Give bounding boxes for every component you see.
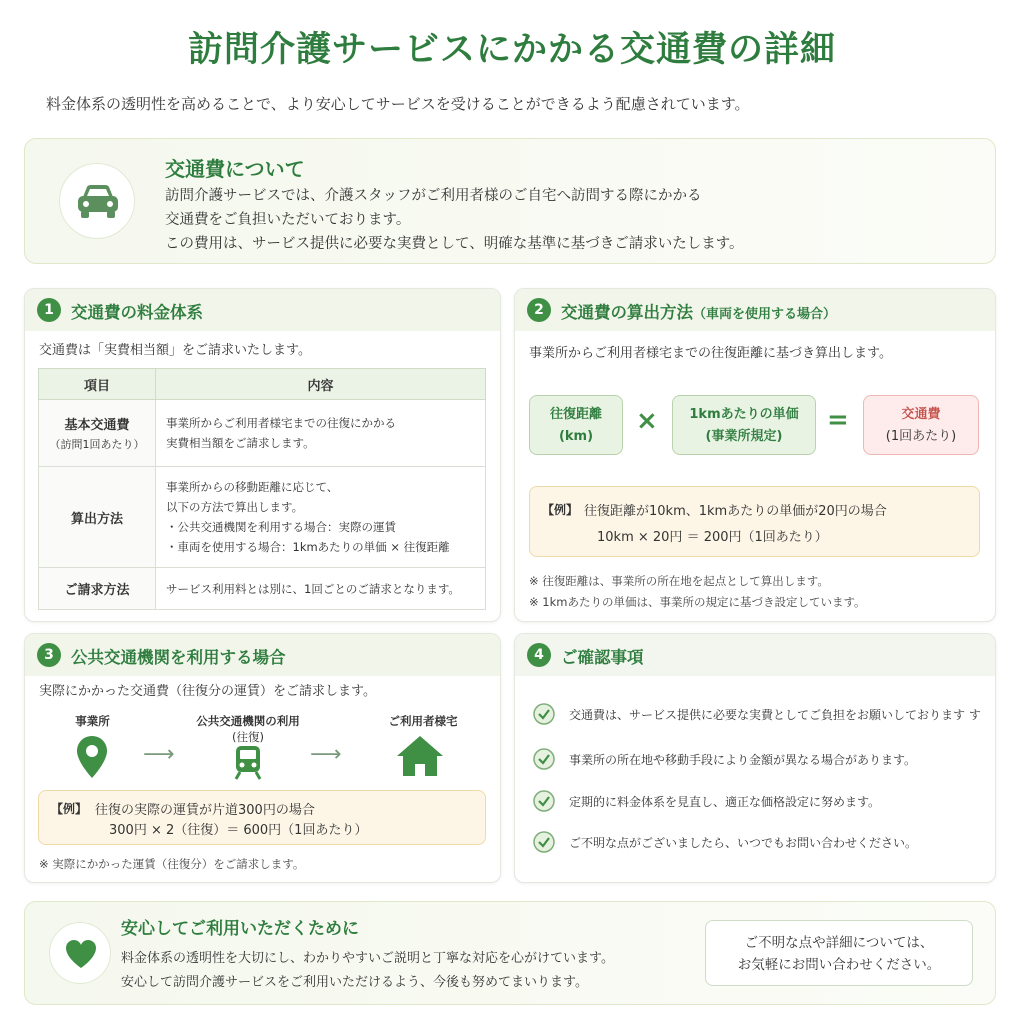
table-value [156, 400, 486, 467]
note-line: ※ 実際にかかった運賃（往復分）をご請求します。 [39, 857, 305, 871]
section-title-text: 交通費の算出方法 [561, 303, 693, 322]
table-key-label: 基本交通費 [64, 418, 130, 433]
confirm-item: 定期的に料金体系を見直し、適正な価格設定に努めます。 [569, 795, 881, 809]
equals-sign: = [827, 405, 849, 435]
example-line: 往復の実際の運賃が片道300円の場合 [95, 803, 315, 818]
intro-panel [24, 138, 996, 264]
section-fee-structure [24, 288, 501, 622]
example-box [529, 486, 980, 557]
section-lead: 事業所からご利用者様宅までの往復距離に基づき算出します。 [529, 346, 892, 361]
formula-unit-price-box [672, 395, 816, 455]
section-number: 3 [37, 643, 61, 667]
section-title-note: （車両を使用する場合） [693, 307, 837, 322]
flow-sub: (往復) [232, 730, 264, 744]
contact-line: ご不明な点や詳細については、 [744, 935, 934, 951]
section-calculation [514, 288, 996, 622]
note-line: ※ 1kmあたりの単価は、事業所の規定に基づき設定しています。 [529, 595, 866, 609]
check-circle-icon [533, 703, 555, 725]
formula-result-box [863, 395, 979, 455]
table-row [39, 400, 486, 467]
table-value [156, 568, 486, 610]
page-title: 訪問介護サービスにかかる交通費の詳細 [187, 30, 836, 70]
example-box [38, 790, 486, 845]
train-icon [233, 744, 263, 780]
section-header [515, 289, 995, 331]
contact-line: お気軽にお問い合わせください。 [737, 957, 941, 973]
contact-box [705, 920, 973, 986]
fee-table [38, 368, 486, 610]
closing-panel [24, 901, 996, 1005]
table-value [156, 467, 486, 568]
table-value-line: 以下の方法で算出します。 [166, 500, 304, 514]
section-title: 公共交通機関を利用する場合 [71, 648, 286, 667]
house-icon [395, 734, 445, 778]
arrow-right-icon: ⟶ [143, 742, 175, 767]
map-pin-icon [75, 734, 109, 780]
formula-sub: (km) [558, 429, 594, 444]
table-value-line: 事業所からの移動距離に応じて、 [166, 480, 339, 494]
example-tag: 【例】 [542, 503, 579, 517]
formula-sub: (事業所規定) [705, 429, 783, 444]
check-circle-icon [533, 831, 555, 853]
check-circle-icon [533, 748, 555, 770]
table-key [39, 568, 156, 610]
confirm-item: 交通費は、サービス提供に必要な実費としてご負担をお願いしております す [569, 708, 981, 722]
intro-line: 交通費をご負担いただいております。 [165, 212, 411, 228]
formula-sub: (1回あたり) [885, 429, 957, 444]
table-header: 内容 [156, 369, 486, 400]
table-row [39, 568, 486, 610]
section-lead: 交通費は「実費相当額」をご請求いたします。 [39, 343, 311, 358]
section-number: 4 [527, 643, 551, 667]
example-line: 300円 × 2（往復）＝ 600円（1回あたり） [109, 823, 368, 838]
confirm-item: ご不明な点がございましたら、いつでもお問い合わせください。 [569, 836, 918, 850]
formula-label: 1kmあたりの単価 [689, 407, 799, 422]
formula-label: 往復距離 [549, 407, 602, 422]
table-value-line: サービス利用料とは別に、1回ごとのご請求となります。 [166, 581, 460, 596]
car-icon [59, 163, 135, 239]
confirm-item: 事業所の所在地や移動手段により金額が異なる場合があります。 [569, 753, 917, 767]
arrow-right-icon: ⟶ [310, 742, 342, 767]
flow-label: 事業所 [75, 714, 110, 728]
closing-line: 料金体系の透明性を大切にし、わかりやすいご説明と丁寧な対応を心がけています。 [121, 951, 614, 966]
closing-heading: 安心してご利用いただくために [121, 919, 359, 939]
times-sign: × [636, 406, 658, 436]
section-title [561, 299, 836, 323]
table-header-row [39, 369, 486, 400]
table-key [39, 467, 156, 568]
section-lead: 実際にかかった交通費（往復分の運賃）をご請求します。 [39, 684, 376, 699]
section-header [515, 634, 995, 676]
formula-label: 交通費 [901, 407, 941, 422]
table-key [39, 400, 156, 467]
table-value-line: ・公共交通機関を利用する場合：実際の運賃 [166, 520, 396, 534]
heart-icon [49, 922, 111, 984]
table-value-line: 事業所からご利用者様宅までの往復にかかる [166, 416, 396, 430]
table-value-line: 実費相当額をご請求します。 [166, 436, 315, 450]
example-line: 往復距離が10km、1kmあたりの単価が20円の場合 [584, 504, 887, 519]
formula-distance-box [529, 395, 623, 455]
table-key-label: ご請求方法 [64, 583, 130, 598]
table-key-sub: （訪問1回あたり） [49, 438, 145, 451]
section-number: 1 [37, 298, 61, 322]
table-value-line: ・車両を使用する場合：1kmあたりの単価 × 往復距離 [166, 540, 450, 554]
example-line: 10km × 20円 ＝ 200円（1回あたり） [597, 530, 828, 545]
table-row [39, 467, 486, 568]
section-header [25, 289, 500, 331]
example-tag: 【例】 [51, 802, 88, 816]
table-key-label: 算出方法 [70, 511, 123, 527]
closing-line: 安心して訪問介護サービスをご利用いただけるよう、今後も努めてまいります。 [121, 975, 588, 990]
section-public-transport [24, 633, 501, 883]
section-header [25, 634, 500, 676]
table-header: 項目 [39, 369, 156, 400]
check-circle-icon [533, 790, 555, 812]
intro-heading: 交通費について [165, 157, 305, 181]
flow-label: ご利用者様宅 [388, 714, 458, 728]
note-line: ※ 往復距離は、事業所の所在地を起点として算出します。 [529, 574, 829, 588]
intro-line: 訪問介護サービスでは、介護スタッフがご利用者様のご自宅へ訪問する際にかかる [165, 188, 702, 204]
section-confirmation [514, 633, 996, 883]
section-title: ご確認事項 [561, 648, 644, 667]
section-title: 交通費の料金体系 [71, 303, 203, 322]
intro-line: この費用は、サービス提供に必要な実費として、明確な基準に基づきご請求いたします。 [165, 236, 744, 252]
page-subtitle: 料金体系の透明性を高めることで、より安心してサービスを受けることができるよう配慮されています。 [46, 95, 750, 113]
flow-label: 公共交通機関の利用 [196, 714, 300, 728]
section-number: 2 [527, 298, 551, 322]
